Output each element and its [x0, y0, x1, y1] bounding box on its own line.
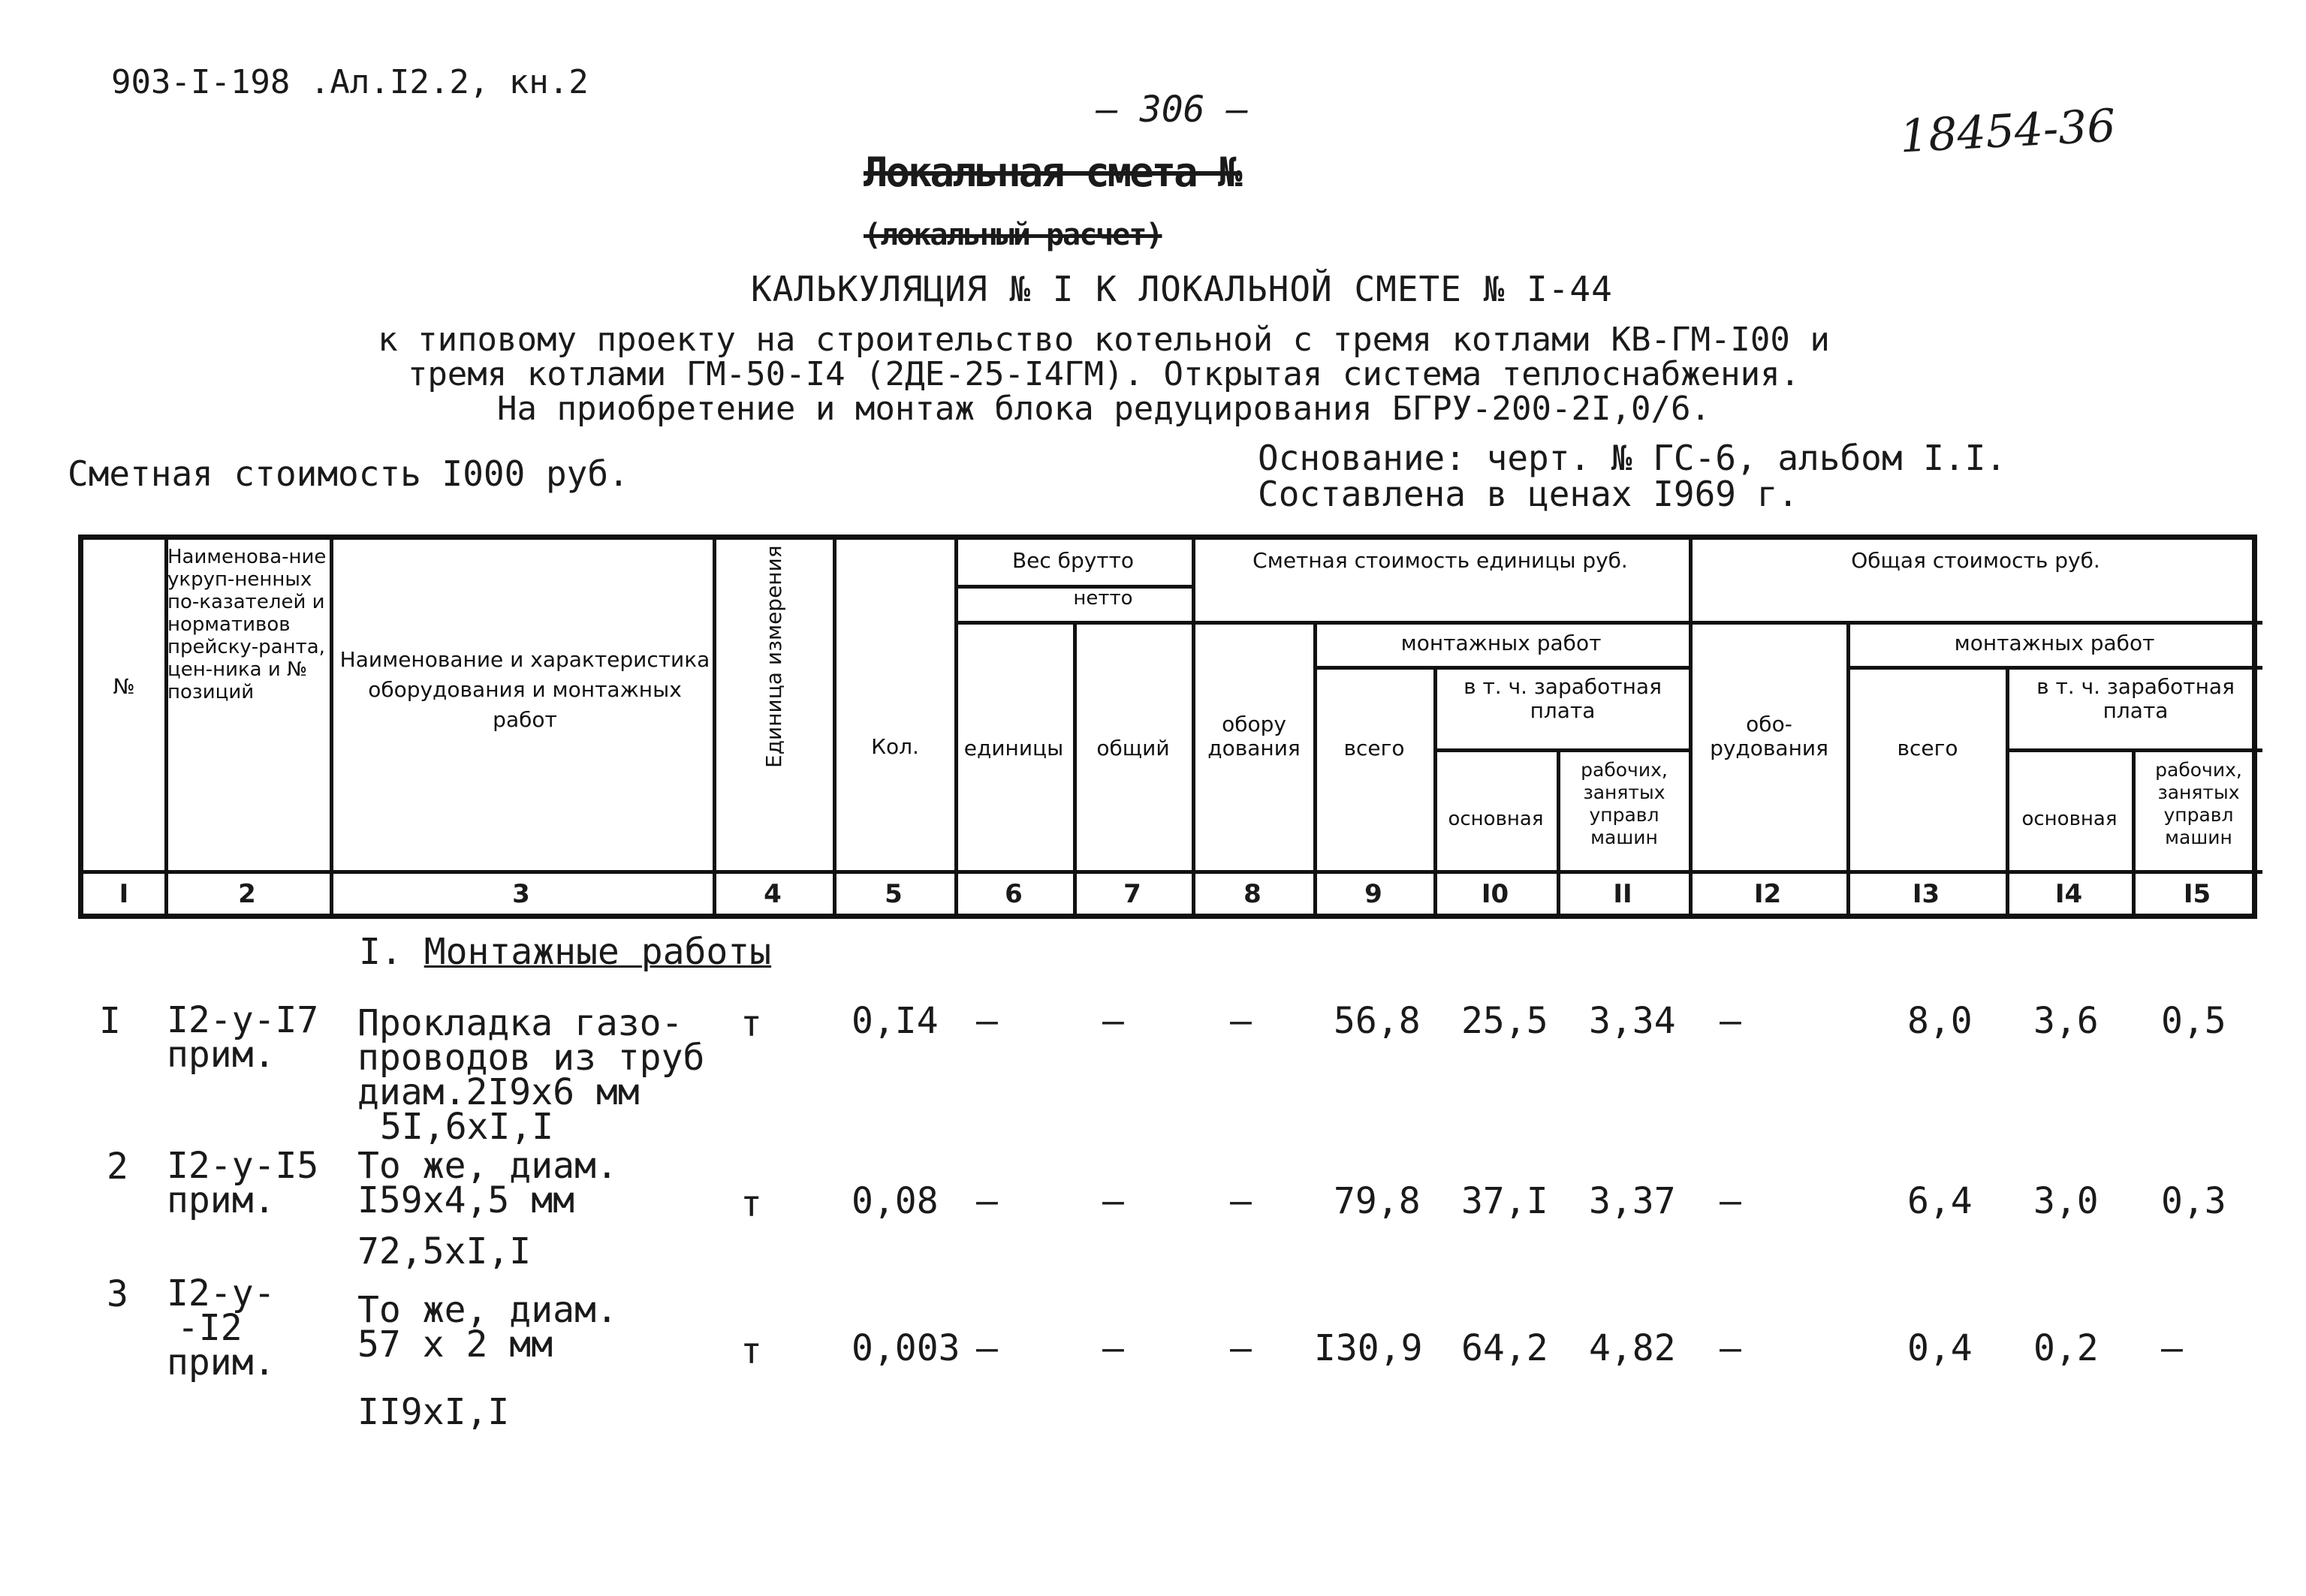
norm-code-line: I2-у-I7: [167, 999, 319, 1041]
item-name: [357, 1002, 705, 1148]
weight-net-header: нетто: [1073, 587, 1133, 610]
unit-weight: –: [976, 1180, 998, 1222]
total-mount: 0,4: [1907, 1327, 1973, 1369]
column-number: I3: [1912, 879, 1940, 909]
row-number: 3: [107, 1273, 128, 1315]
column-number: 8: [1243, 879, 1262, 909]
unit: т: [740, 1183, 762, 1225]
equipment-total-cost: –: [1720, 1180, 1741, 1222]
unit-weight: –: [976, 1327, 998, 1369]
column-number: 2: [238, 879, 256, 909]
item-name-line: проводов из труб: [357, 1037, 705, 1079]
item-name-line: II9хI,I: [357, 1391, 510, 1433]
norm-code: [167, 999, 319, 1076]
item-name-line: 72,5хI,I: [357, 1230, 532, 1272]
estimate-table-header: [78, 535, 2257, 919]
norm-code: [167, 1145, 319, 1221]
document-code: 903-I-198 .Ал.I2.2, кн.2: [111, 63, 589, 101]
col-header-base-wage: основная: [1448, 808, 1544, 830]
equipment-unit-cost: –: [1230, 1000, 1252, 1042]
total-cost-group-header: Общая стоимость руб.: [1851, 548, 2100, 573]
mount-total: 79,8: [1334, 1180, 1421, 1222]
incl-wages-header-2: в т. ч. заработная плата: [2036, 674, 2235, 723]
quantity: 0,08: [852, 1180, 939, 1222]
unit-weight: –: [976, 1000, 998, 1042]
item-name: [357, 1145, 618, 1272]
col-header-unit: Единица измерения: [761, 545, 786, 768]
column-number: I2: [1753, 879, 1782, 909]
equipment-total-cost: –: [1720, 1000, 1741, 1042]
mount-base-wage: 37,I: [1461, 1180, 1548, 1222]
mount-total: I30,9: [1314, 1327, 1423, 1369]
norm-code-line: прим.: [167, 1342, 276, 1384]
section-name: Монтажные работы: [424, 931, 772, 973]
item-name-line: Прокладка газо-: [357, 1002, 683, 1044]
column-number: I: [119, 879, 129, 909]
page-number: — 306 —: [1096, 89, 1249, 131]
unit: т: [740, 1003, 762, 1045]
section-title: [359, 931, 771, 973]
column-number: II: [1613, 879, 1632, 909]
column-number: I4: [2054, 879, 2083, 909]
estimated-cost: Сметная стоимость I000 руб.: [68, 453, 629, 494]
mount-works-header: монтажных работ: [1400, 631, 1602, 655]
project-description: [225, 323, 1982, 426]
total-mount: 8,0: [1907, 1000, 1973, 1042]
item-name: [357, 1289, 618, 1433]
row-number: 2: [107, 1146, 128, 1188]
column-number: 9: [1364, 879, 1382, 909]
total-machine-wage: –: [2161, 1327, 2183, 1369]
column-number: I0: [1481, 879, 1509, 909]
norm-code-line: -I2: [177, 1307, 243, 1349]
quantity: 0,I4: [852, 1000, 939, 1042]
unit: т: [740, 1330, 762, 1372]
column-number: 7: [1123, 879, 1141, 909]
total-weight: –: [1102, 1000, 1124, 1042]
mount-machine-wage: 4,82: [1589, 1327, 1676, 1369]
col-header-total-machine: рабочих, занятых управл машин: [2155, 759, 2242, 848]
total-weight: –: [1102, 1180, 1124, 1222]
total-mount: 6,4: [1907, 1180, 1973, 1222]
total-weight: –: [1102, 1327, 1124, 1369]
mount-total: 56,8: [1334, 1000, 1421, 1042]
mount-base-wage: 64,2: [1461, 1327, 1548, 1369]
description-line: тремя котлами ГМ-50-I4 (2ДЕ-25-I4ГМ). Открытая система теплоснабжения.: [407, 355, 1801, 393]
description-line: На приобретение и монтаж блока редуцирования БГРУ-200-2I,0/6.: [497, 390, 1711, 428]
total-base-wage: 3,0: [2033, 1180, 2099, 1222]
col-header-norm-code: Наименова-ние укруп-ненных по-казателей и нормативов прейску-ранта, цен-ника и № позиций: [167, 546, 327, 703]
col-header-item-name: Наименование и характеристика оборудования и монтажных работ: [339, 647, 710, 732]
section-number: I.: [359, 931, 402, 973]
basis-block: [1258, 440, 2006, 512]
mount-machine-wage: 3,34: [1589, 1000, 1676, 1042]
description-line: к типовому проекту на строительство котельной с тремя котлами КВ-ГМ-I00 и: [378, 321, 1830, 359]
incl-wages-header: в т. ч. заработная плата: [1463, 674, 1662, 723]
column-number: I5: [2183, 879, 2211, 909]
total-base-wage: 0,2: [2033, 1327, 2099, 1369]
item-name-line: I59х4,5 мм: [357, 1179, 574, 1221]
total-machine-wage: 0,3: [2161, 1180, 2226, 1222]
quantity: 0,003: [852, 1327, 960, 1369]
equipment-unit-cost: –: [1230, 1327, 1252, 1369]
equipment-unit-cost: –: [1230, 1180, 1252, 1222]
struck-out-subtitle: (локальный расчет): [864, 218, 1162, 252]
mount-machine-wage: 3,37: [1589, 1180, 1676, 1222]
col-header-number: №: [113, 674, 135, 699]
col-header-mount-total: всего: [1343, 736, 1405, 760]
item-name-line: 57 х 2 мм: [357, 1323, 553, 1366]
col-header-total-mount: всего: [1897, 736, 1958, 760]
calculation-title: КАЛЬКУЛЯЦИЯ № I К ЛОКАЛЬНОЙ СМЕТЕ № I-44: [751, 269, 1613, 309]
registration-number: 18454-36: [1898, 99, 2118, 164]
norm-code-line: прим.: [167, 1034, 276, 1076]
col-header-total-base: основная: [2021, 808, 2118, 830]
row-number: I: [99, 1000, 121, 1042]
item-name-line: То же, диам.: [357, 1145, 618, 1187]
unit-cost-group-header: Сметная стоимость единицы руб.: [1252, 548, 1628, 573]
col-header-equipment-total: обо-рудования: [1710, 712, 1828, 760]
total-base-wage: 3,6: [2033, 1000, 2099, 1042]
item-name-line: диам.2I9х6 мм: [357, 1071, 640, 1113]
equipment-total-cost: –: [1720, 1327, 1741, 1369]
col-header-quantity: Кол.: [871, 734, 919, 759]
mount-works-header-2: монтажных работ: [1954, 631, 2155, 655]
basis-line: Основание: черт. № ГС-6, альбом I.I.: [1258, 438, 2006, 478]
item-name-line: То же, диам.: [357, 1289, 618, 1331]
prices-year-line: Составлена в ценах I969 г.: [1258, 474, 1799, 514]
item-name-line: 5I,6хI,I: [380, 1106, 554, 1148]
weight-group-header: Вес брутто: [1011, 548, 1135, 573]
col-header-equipment-unit: обору дования: [1207, 712, 1301, 760]
column-number: 4: [764, 879, 782, 909]
column-number: 5: [885, 879, 903, 909]
total-machine-wage: 0,5: [2161, 1000, 2226, 1042]
col-header-unit-weight: единицы: [963, 736, 1064, 760]
norm-code: [167, 1272, 276, 1384]
norm-code-line: I2-у-: [167, 1272, 276, 1314]
mount-base-wage: 25,5: [1461, 1000, 1548, 1042]
norm-code-line: I2-у-I5: [167, 1145, 319, 1187]
item-name-line: [357, 1362, 618, 1395]
col-header-total-weight: общий: [1096, 736, 1170, 760]
column-number: 6: [1005, 879, 1023, 909]
struck-out-title: Локальная смета №: [864, 149, 1240, 196]
col-header-machine-wage: рабочих, занятых управл машин: [1581, 759, 1668, 848]
column-number: 3: [512, 879, 530, 909]
norm-code-line: прим.: [167, 1179, 276, 1221]
